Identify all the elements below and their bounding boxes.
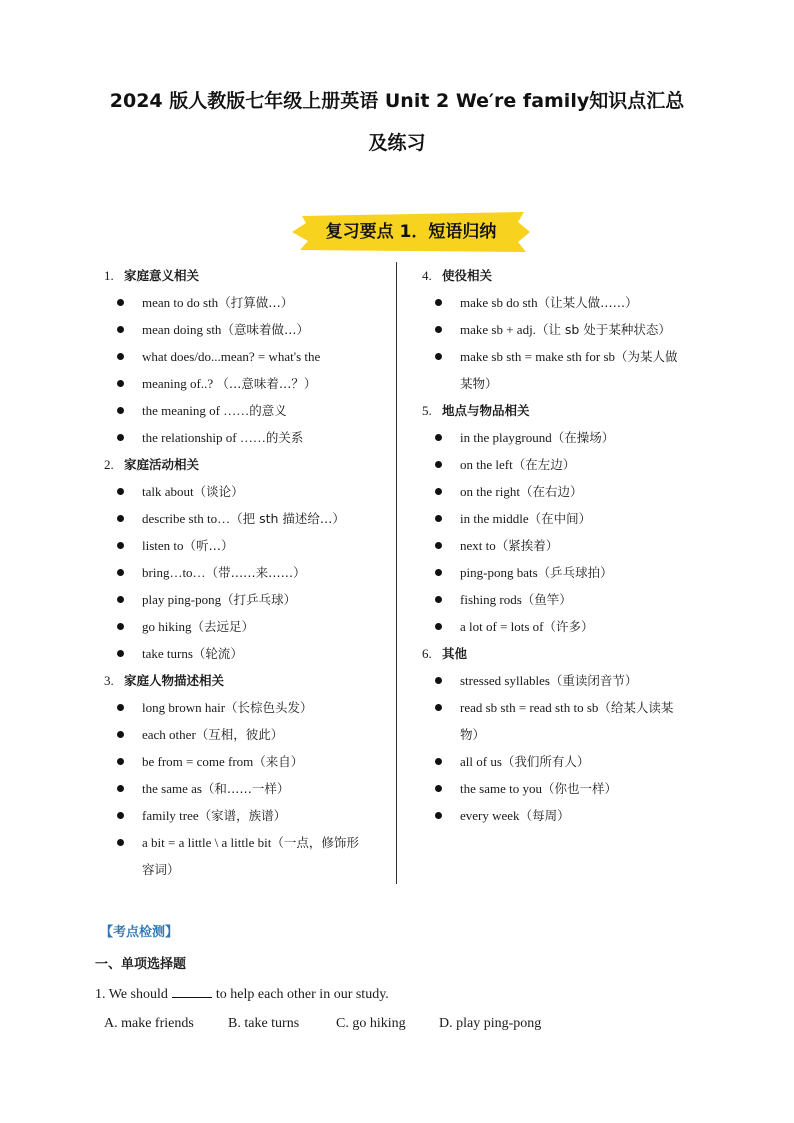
section-heading [100, 451, 385, 478]
phrase-meaning: （和……一样） [201, 781, 290, 796]
phrase-english: meaning of..? [142, 376, 217, 391]
bullet-icon [117, 596, 124, 603]
bullet-icon [435, 353, 442, 360]
bullet-icon [117, 569, 124, 576]
bullet-icon [435, 299, 442, 306]
phrase-english: ping-pong bats [460, 565, 538, 580]
phrase-english: make sb + adj. [460, 322, 536, 337]
phrase-english: in the middle [460, 511, 529, 526]
phrase-item [100, 397, 385, 424]
phrase-item [100, 856, 385, 883]
bullet-icon [435, 758, 442, 765]
bullet-icon [435, 542, 442, 549]
phrase-meaning: （一点，修饰形 [271, 835, 359, 850]
phrase-meaning: （你也一样） [541, 781, 617, 796]
phrase-english: all of us [460, 754, 502, 769]
phrase-english: make sb sth = make sth for sb [460, 349, 616, 364]
left-column [100, 262, 385, 883]
bullet-icon [117, 623, 124, 630]
bullet-icon [435, 812, 442, 819]
phrase-english: be from = come from [142, 754, 254, 769]
phrase-meaning: （意味着做…） [221, 322, 309, 337]
exercise-section-title: 一、单项选择题 [95, 957, 187, 972]
section-number: 1. [104, 268, 114, 283]
bullet-icon [435, 623, 442, 630]
bullet-icon [117, 758, 124, 765]
phrase-meaning: （打算做…） [218, 295, 294, 310]
phrase-english: take turns [142, 646, 193, 661]
phrase-item [100, 613, 385, 640]
phrase-item [100, 343, 385, 370]
document-title-line2: 及练习 [368, 132, 426, 154]
phrase-english: each other [142, 727, 196, 742]
bullet-icon [435, 569, 442, 576]
phrase-item [100, 289, 385, 316]
phrase-english: mean doing sth [142, 322, 222, 337]
section-heading [100, 667, 385, 694]
phrase-item [100, 505, 385, 532]
phrase-english: what does/do...mean? = what's the [142, 349, 321, 364]
section-number: 6. [422, 646, 432, 661]
phrase-item [100, 586, 385, 613]
bullet-icon [117, 650, 124, 657]
phrase-meaning: 的关系 [265, 430, 304, 445]
phrase-meaning: （…意味着…？） [216, 376, 317, 391]
phrase-item [418, 586, 708, 613]
phrase-item [418, 559, 708, 586]
bullet-icon [435, 677, 442, 684]
phrase-english: a bit = a little \ a little bit [142, 835, 272, 850]
phrase-meaning: （我们所有人） [501, 754, 590, 769]
phrase-english: long brown hair [142, 700, 226, 715]
bullet-icon [117, 731, 124, 738]
option-a[interactable]: A. make friends [104, 1016, 194, 1031]
section-number: 3. [104, 673, 114, 688]
phrase-meaning: 物） [460, 727, 486, 742]
phrase-item [100, 424, 385, 451]
bullet-icon [117, 542, 124, 549]
section-banner [288, 208, 534, 256]
bullet-icon [435, 488, 442, 495]
phrase-item [100, 316, 385, 343]
option-d[interactable]: D. play ping-pong [439, 1016, 542, 1031]
option-b[interactable]: B. take turns [228, 1016, 300, 1031]
bullet-icon [117, 515, 124, 522]
bullet-icon [435, 596, 442, 603]
bullet-icon [117, 812, 124, 819]
question-1-suffix: to help each other in our study. [215, 987, 389, 1002]
section-number: 2. [104, 457, 114, 472]
phrase-meaning: （互相，彼此） [195, 727, 284, 742]
phrase-english: the same to you [460, 781, 542, 796]
phrase-item [418, 694, 708, 721]
phrase-item [100, 802, 385, 829]
phrase-meaning: （来自） [253, 754, 304, 769]
phrase-english: talk about [142, 484, 194, 499]
phrase-meaning: （听…） [183, 538, 234, 553]
bullet-icon [117, 353, 124, 360]
phrase-english: on the right [460, 484, 520, 499]
bullet-icon [117, 380, 124, 387]
phrase-meaning: （重读闭音节） [549, 673, 638, 688]
phrase-english: family tree [142, 808, 199, 823]
bullet-icon [435, 326, 442, 333]
phrase-english: stressed syllables [460, 673, 550, 688]
bullet-icon [117, 407, 124, 414]
section-title: 其他 [442, 646, 468, 661]
phrase-item [418, 316, 708, 343]
column-divider [396, 262, 397, 884]
phrase-english: the meaning of …… [142, 403, 250, 418]
phrase-meaning: （让某人做……） [537, 295, 638, 310]
bullet-icon [117, 704, 124, 711]
phrase-english: on the left [460, 457, 513, 472]
section-number: 4. [422, 268, 432, 283]
phrase-english: next to [460, 538, 496, 553]
phrase-item [418, 478, 708, 505]
phrase-meaning: （在左边） [512, 457, 576, 472]
section-title: 使役相关 [442, 268, 493, 283]
bullet-icon [117, 839, 124, 846]
banner-title: 复习要点 1．短语归纳 [325, 222, 497, 242]
section-title: 家庭人物描述相关 [124, 673, 225, 688]
phrase-item [100, 721, 385, 748]
phrase-english: in the playground [460, 430, 552, 445]
phrase-english: read sb sth = read sth to sb [460, 700, 599, 715]
phrase-item [100, 694, 385, 721]
phrase-item [418, 802, 708, 829]
phrase-item [100, 640, 385, 667]
section-heading [100, 262, 385, 289]
phrase-item [418, 721, 708, 748]
phrase-item [100, 478, 385, 505]
phrase-meaning: 某物） [460, 376, 498, 391]
section-heading [418, 397, 708, 424]
phrase-english: the same as [142, 781, 202, 796]
phrase-item [418, 748, 708, 775]
question-1 [95, 985, 389, 1003]
answer-blank[interactable] [172, 985, 212, 998]
phrase-item [418, 667, 708, 694]
section-title: 家庭意义相关 [124, 268, 200, 283]
phrase-english: bring…to… [142, 565, 206, 580]
phrase-meaning: （打乒乓球） [221, 592, 297, 607]
bullet-icon [435, 434, 442, 441]
phrase-english: a lot of = lots of [460, 619, 544, 634]
phrase-meaning: （紧挨着） [495, 538, 559, 553]
phrase-item [418, 289, 708, 316]
bullet-icon [117, 326, 124, 333]
bullet-icon [435, 515, 442, 522]
phrase-meaning: （给某人读某 [598, 700, 674, 715]
section-title: 家庭活动相关 [124, 457, 200, 472]
phrase-item [418, 370, 708, 397]
phrase-item [100, 532, 385, 559]
phrase-item [418, 505, 708, 532]
phrase-meaning: （为某人做 [615, 349, 678, 364]
right-column [418, 262, 708, 829]
phrase-meaning: （家谱，族谱） [198, 808, 287, 823]
phrase-meaning: （鱼竿） [521, 592, 572, 607]
phrase-item [418, 451, 708, 478]
bullet-icon [117, 434, 124, 441]
phrase-english: every week [460, 808, 520, 823]
bullet-icon [435, 785, 442, 792]
bullet-icon [435, 461, 442, 468]
bullet-icon [117, 488, 124, 495]
phrase-english: describe sth to… [142, 511, 231, 526]
phrase-meaning: （许多） [543, 619, 594, 634]
phrase-english: listen to [142, 538, 184, 553]
phrase-meaning: （在操场） [551, 430, 615, 445]
phrase-item [100, 748, 385, 775]
document-title-line1: 2024 版人教版七年级上册英语 Unit 2 We′re family知识点汇总 [109, 90, 685, 112]
phrase-english: go hiking [142, 619, 192, 634]
phrase-meaning: （轮流） [192, 646, 243, 661]
phrase-item [100, 559, 385, 586]
phrase-meaning: （每周） [519, 808, 570, 823]
phrase-meaning: （带……来……） [205, 565, 306, 580]
exercise-tag: 【考点检测】 [100, 925, 179, 940]
phrase-meaning: （在右边） [519, 484, 583, 499]
phrase-item [418, 613, 708, 640]
phrase-item [100, 370, 385, 397]
section-number: 5. [422, 403, 432, 418]
phrase-english: play ping-pong [142, 592, 222, 607]
phrase-meaning: （去远足） [191, 619, 254, 634]
phrase-meaning: 容词） [142, 862, 180, 877]
phrase-item [418, 424, 708, 451]
phrase-item [418, 532, 708, 559]
bullet-icon [117, 299, 124, 306]
section-heading [418, 640, 708, 667]
phrase-item [418, 343, 708, 370]
phrase-meaning: （在中间） [528, 511, 592, 526]
phrase-meaning: （乒乓球拍） [537, 565, 613, 580]
bullet-icon [117, 785, 124, 792]
phrase-english: the relationship of …… [142, 430, 266, 445]
question-1-prefix: 1. We should [95, 987, 168, 1002]
phrase-meaning: 的意义 [249, 403, 287, 418]
phrase-english: fishing rods [460, 592, 522, 607]
option-c[interactable]: C. go hiking [336, 1016, 406, 1031]
phrase-meaning: （谈论） [193, 484, 244, 499]
phrase-english: make sb do sth [460, 295, 538, 310]
phrase-item [100, 829, 385, 856]
phrase-meaning: （把 sth 描述给…） [230, 511, 345, 526]
section-heading [418, 262, 708, 289]
phrase-item [418, 775, 708, 802]
section-title: 地点与物品相关 [442, 403, 530, 418]
phrase-meaning: （让 sb 处于某种状态） [535, 322, 671, 337]
bullet-icon [435, 704, 442, 711]
phrase-english: mean to do sth [142, 295, 219, 310]
phrase-item [100, 775, 385, 802]
phrase-meaning: （长棕色头发） [225, 700, 313, 715]
